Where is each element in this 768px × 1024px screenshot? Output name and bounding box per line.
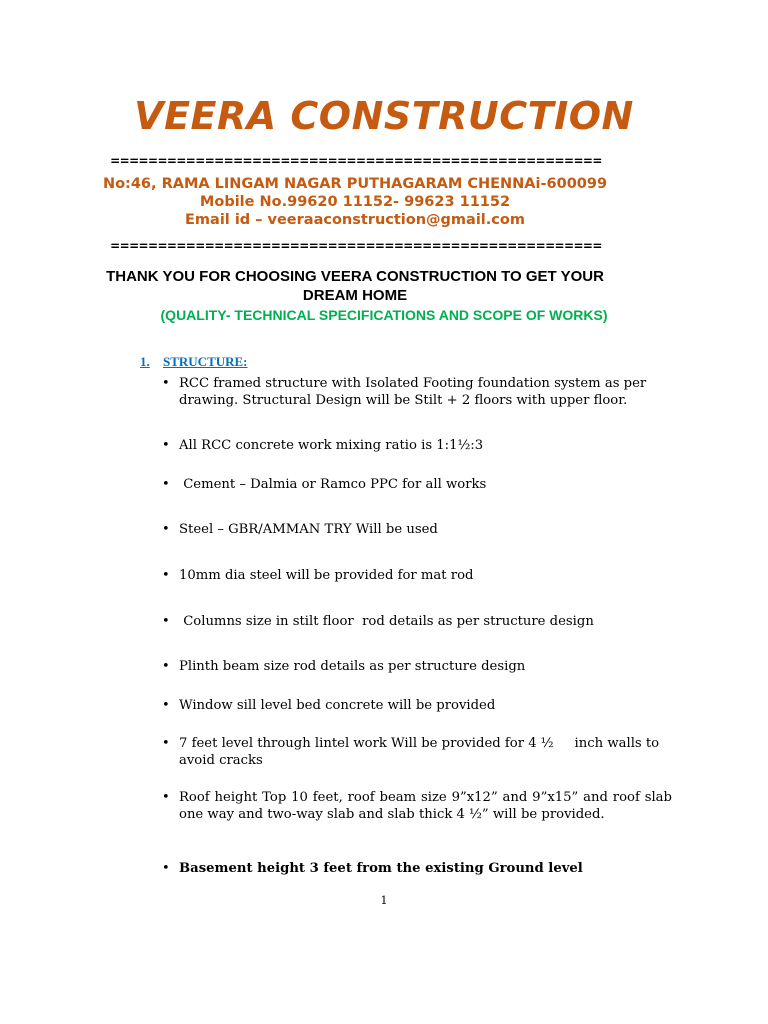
list-item (162, 790, 672, 823)
email-line: Email id – veeraaconstruction@gmail.com (185, 212, 525, 228)
section-title: STRUCTURE: (163, 354, 248, 369)
quality-subheading: (QUALITY- TECHNICAL SPECIFICATIONS AND SCOPE OF WORKS) (160, 307, 608, 323)
bullet-icon: • (162, 614, 170, 629)
list-item-text: RCC framed structure with Isolated Footing foundation system as per drawing. Structural Design will be Stilt + 2 floors with upper floor. (179, 376, 647, 408)
bullet-icon: • (162, 659, 170, 674)
address-line: No:46, RAMA LINGAM NAGAR PUTHAGARAM CHENNAi-600099 (102, 176, 608, 192)
list-item-text: 7 feet level through lintel work Will be provided for 4 ½ inch walls to avoid cracks (179, 736, 664, 768)
bullet-icon: • (162, 736, 170, 751)
list-item (162, 736, 672, 769)
list-item (162, 861, 672, 878)
list-item-text: Plinth beam size rod details as per structure design (179, 659, 526, 674)
thank-you-line-2: DREAM HOME (302, 287, 408, 304)
thank-you-line-1: THANK YOU FOR CHOOSING VEERA CONSTRUCTION TO GET YOUR (106, 268, 604, 285)
list-item (162, 438, 672, 455)
bullet-icon: • (162, 861, 170, 876)
list-item (162, 522, 672, 539)
list-item (162, 698, 672, 715)
list-item-text: Roof height Top 10 feet, roof beam size 9”x12” and 9”x15” and roof slab one way and two-way slab and slab thick 4 ½” will be provided. (179, 790, 672, 822)
list-item-text: Basement height 3 feet from the existing Ground level (179, 861, 583, 876)
bullet-icon: • (162, 376, 170, 391)
list-item (162, 659, 672, 676)
list-item-text: All RCC concrete work mixing ratio is 1:1½:3 (179, 438, 484, 453)
bullet-icon: • (162, 438, 170, 453)
bullet-icon: • (162, 568, 170, 583)
section-number: 1. (140, 354, 150, 369)
page-number: 1 (380, 894, 388, 907)
thank-you-heading (90, 267, 620, 305)
list-item (162, 477, 672, 494)
bullet-icon: • (162, 522, 170, 537)
list-item-text: Cement – Dalmia or Ramco PPC for all works (179, 477, 487, 492)
mobile-line: Mobile No.99620 11152- 99623 11152 (199, 194, 511, 210)
list-item-text: Steel – GBR/AMMAN TRY Will be used (179, 522, 438, 537)
company-title: VEERA CONSTRUCTION (134, 94, 634, 138)
separator-top: ==================================================== (110, 154, 602, 168)
bullet-icon: • (162, 790, 170, 805)
list-item (162, 614, 672, 631)
bullet-icon: • (162, 698, 170, 713)
list-item (162, 568, 672, 585)
separator-bottom: ==================================================== (110, 239, 602, 253)
list-item-text: 10mm dia steel will be provided for mat rod (179, 568, 474, 583)
list-item-text: Window sill level bed concrete will be provided (179, 698, 496, 713)
list-item-text: Columns size in stilt floor rod details as per structure design (179, 614, 594, 629)
list-item (162, 376, 672, 409)
bullet-icon: • (162, 477, 170, 492)
